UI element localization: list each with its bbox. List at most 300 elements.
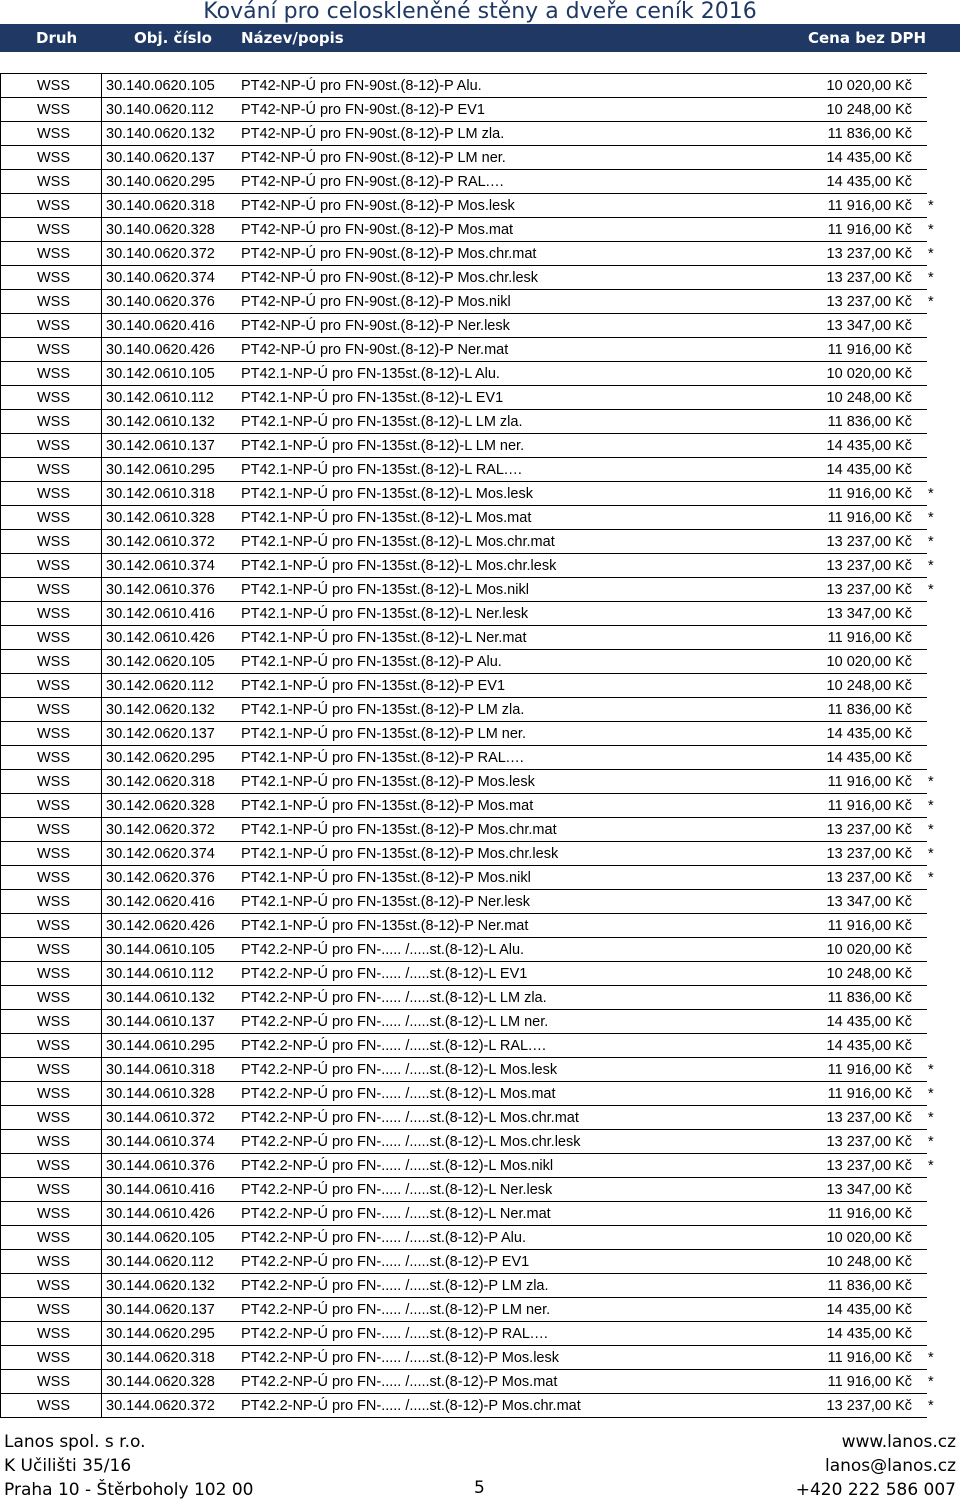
row-cena: 13 237,00 Kč (826, 558, 912, 574)
row-druh: WSS (0, 1082, 102, 1106)
row-obj-cislo: 30.142.0610.374 (106, 558, 215, 574)
row-nazev-popis: PT42.1-NP-Ú pro FN-135st.(8-12)-P RAL.… (241, 750, 525, 766)
row-nazev-popis: PT42.2-NP-Ú pro FN-..... /.....st.(8-12)-P Mos.mat (241, 1374, 558, 1390)
table-row (0, 626, 960, 650)
row-obj-cislo: 30.144.0620.295 (106, 1326, 215, 1342)
table-row (0, 1346, 960, 1370)
row-obj-cislo: 30.144.0620.318 (106, 1350, 215, 1366)
table-row (0, 1178, 960, 1202)
row-nazev-popis: PT42.2-NP-Ú pro FN-..... /.....st.(8-12)-L Mos.lesk (241, 1062, 558, 1078)
row-nazev-popis: PT42.1-NP-Ú pro FN-135st.(8-12)-P Ner.lesk (241, 894, 531, 910)
table-row (0, 986, 960, 1010)
table-row (0, 506, 960, 530)
footer-email[interactable]: lanos@lanos.cz (824, 1456, 956, 1476)
table-row (0, 722, 960, 746)
table-row (0, 362, 960, 386)
row-obj-cislo: 30.144.0610.132 (106, 990, 215, 1006)
row-obj-cislo: 30.144.0610.426 (106, 1206, 215, 1222)
table-row (0, 1106, 960, 1130)
row-druh: WSS (0, 938, 102, 962)
row-obj-cislo: 30.144.0620.112 (106, 1254, 214, 1270)
row-asterisk: * (928, 486, 934, 502)
row-obj-cislo: 30.144.0610.318 (106, 1062, 215, 1078)
row-druh: WSS (0, 914, 102, 938)
row-cena: 14 435,00 Kč (826, 462, 912, 478)
header-nazev-popis: Název/popis (241, 29, 344, 47)
row-obj-cislo: 30.144.0610.328 (106, 1086, 215, 1102)
row-nazev-popis: PT42.1-NP-Ú pro FN-135st.(8-12)-P Mos.lesk (241, 774, 535, 790)
row-divider (0, 1417, 927, 1418)
row-cena: 11 916,00 Kč (827, 1206, 912, 1222)
row-nazev-popis: PT42.1-NP-Ú pro FN-135st.(8-12)-L Mos.nikl (241, 582, 529, 598)
row-druh: WSS (0, 74, 102, 98)
row-asterisk: * (928, 1062, 934, 1078)
row-druh: WSS (0, 1010, 102, 1034)
row-obj-cislo: 30.142.0620.132 (106, 702, 215, 718)
row-asterisk (928, 122, 942, 146)
row-druh: WSS (0, 818, 102, 842)
row-asterisk (928, 1322, 942, 1346)
row-obj-cislo: 30.144.0610.105 (106, 942, 215, 958)
row-druh: WSS (0, 554, 102, 578)
row-obj-cislo: 30.144.0620.105 (106, 1230, 215, 1246)
header-druh: Druh (36, 29, 78, 47)
table-row (0, 698, 960, 722)
row-cena: 13 237,00 Kč (826, 270, 912, 286)
row-obj-cislo: 30.142.0620.295 (106, 750, 215, 766)
row-asterisk: * (928, 510, 934, 526)
table-row (0, 410, 960, 434)
page-footer (0, 1432, 960, 1503)
row-asterisk (928, 890, 942, 914)
table-row (0, 842, 960, 866)
row-asterisk: * (928, 534, 934, 550)
row-nazev-popis: PT42.1-NP-Ú pro FN-135st.(8-12)-P Mos.nikl (241, 870, 531, 886)
row-cena: 10 020,00 Kč (826, 654, 912, 670)
table-row (0, 674, 960, 698)
row-druh: WSS (0, 1370, 102, 1394)
row-nazev-popis: PT42.2-NP-Ú pro FN-..... /.....st.(8-12)-P Mos.chr.mat (241, 1398, 581, 1414)
table-row (0, 578, 960, 602)
row-cena: 13 347,00 Kč (826, 318, 912, 334)
table-row (0, 482, 960, 506)
row-obj-cislo: 30.144.0610.137 (106, 1014, 215, 1030)
row-druh: WSS (0, 602, 102, 626)
row-asterisk (928, 98, 942, 122)
row-asterisk (928, 170, 942, 194)
row-cena: 13 237,00 Kč (826, 870, 912, 886)
row-obj-cislo: 30.142.0620.374 (106, 846, 215, 862)
row-asterisk: * (928, 582, 934, 598)
table-row (0, 266, 960, 290)
row-obj-cislo: 30.140.0620.318 (106, 198, 215, 214)
row-druh: WSS (0, 242, 102, 266)
row-asterisk: * (928, 1350, 934, 1366)
table-row (0, 746, 960, 770)
row-druh: WSS (0, 1058, 102, 1082)
row-druh: WSS (0, 122, 102, 146)
row-cena: 13 237,00 Kč (826, 1110, 912, 1126)
table-row (0, 1394, 960, 1418)
table-row (0, 314, 960, 338)
row-cena: 10 020,00 Kč (826, 1230, 912, 1246)
row-druh: WSS (0, 1034, 102, 1058)
row-asterisk: * (928, 822, 934, 838)
table-row (0, 554, 960, 578)
row-asterisk (928, 434, 942, 458)
row-obj-cislo: 30.140.0620.328 (106, 222, 215, 238)
row-obj-cislo: 30.140.0620.426 (106, 342, 215, 358)
row-nazev-popis: PT42.1-NP-Ú pro FN-135st.(8-12)-L LM zla. (241, 414, 523, 430)
row-druh: WSS (0, 1346, 102, 1370)
row-druh: WSS (0, 1178, 102, 1202)
row-asterisk: * (928, 222, 934, 238)
row-cena: 13 237,00 Kč (826, 1158, 912, 1174)
row-cena: 13 237,00 Kč (826, 582, 912, 598)
footer-website[interactable]: www.lanos.cz (841, 1432, 956, 1452)
row-nazev-popis: PT42.1-NP-Ú pro FN-135st.(8-12)-L Mos.mat (241, 510, 532, 526)
row-druh: WSS (0, 626, 102, 650)
row-nazev-popis: PT42.1-NP-Ú pro FN-135st.(8-12)-L EV1 (241, 390, 504, 406)
row-obj-cislo: 30.140.0620.376 (106, 294, 215, 310)
row-obj-cislo: 30.140.0620.416 (106, 318, 215, 334)
row-asterisk (928, 1010, 942, 1034)
row-druh: WSS (0, 458, 102, 482)
row-cena: 10 248,00 Kč (826, 966, 912, 982)
table-row (0, 74, 960, 98)
row-cena: 11 836,00 Kč (827, 414, 912, 430)
row-asterisk (928, 338, 942, 362)
row-obj-cislo: 30.142.0610.426 (106, 630, 215, 646)
row-druh: WSS (0, 1154, 102, 1178)
row-druh: WSS (0, 794, 102, 818)
row-cena: 10 248,00 Kč (826, 1254, 912, 1270)
row-cena: 11 916,00 Kč (827, 1062, 912, 1078)
row-nazev-popis: PT42.1-NP-Ú pro FN-135st.(8-12)-P Alu. (241, 654, 502, 670)
row-obj-cislo: 30.144.0610.372 (106, 1110, 215, 1126)
row-nazev-popis: PT42.2-NP-Ú pro FN-..... /.....st.(8-12)-L LM zla. (241, 990, 547, 1006)
table-row (0, 938, 960, 962)
row-nazev-popis: PT42.1-NP-Ú pro FN-135st.(8-12)-P Ner.mat (241, 918, 529, 934)
row-asterisk: * (928, 294, 934, 310)
row-druh: WSS (0, 194, 102, 218)
row-asterisk: * (928, 798, 934, 814)
row-druh: WSS (0, 386, 102, 410)
row-cena: 13 347,00 Kč (826, 894, 912, 910)
row-cena: 11 916,00 Kč (827, 1350, 912, 1366)
row-nazev-popis: PT42.1-NP-Ú pro FN-135st.(8-12)-L Alu. (241, 366, 500, 382)
row-druh: WSS (0, 1130, 102, 1154)
row-cena: 14 435,00 Kč (826, 1326, 912, 1342)
row-obj-cislo: 30.144.0610.374 (106, 1134, 215, 1150)
row-cena: 11 836,00 Kč (827, 702, 912, 718)
row-obj-cislo: 30.142.0610.376 (106, 582, 215, 598)
row-asterisk: * (928, 1134, 934, 1150)
row-obj-cislo: 30.142.0610.372 (106, 534, 215, 550)
price-table (0, 74, 960, 1418)
row-cena: 11 916,00 Kč (827, 486, 912, 502)
row-nazev-popis: PT42.2-NP-Ú pro FN-..... /.....st.(8-12)-L RAL.… (241, 1038, 547, 1054)
row-asterisk (928, 986, 942, 1010)
row-obj-cislo: 30.142.0610.318 (106, 486, 215, 502)
row-druh: WSS (0, 1202, 102, 1226)
table-row (0, 242, 960, 266)
row-druh: WSS (0, 218, 102, 242)
table-row (0, 1250, 960, 1274)
row-cena: 11 916,00 Kč (827, 510, 912, 526)
row-druh: WSS (0, 650, 102, 674)
table-row (0, 1370, 960, 1394)
row-nazev-popis: PT42-NP-Ú pro FN-90st.(8-12)-P Mos.nikl (241, 294, 511, 310)
row-druh: WSS (0, 1322, 102, 1346)
row-asterisk (928, 626, 942, 650)
table-row (0, 1130, 960, 1154)
table-row (0, 1058, 960, 1082)
row-asterisk (928, 1250, 942, 1274)
row-cena: 11 916,00 Kč (827, 774, 912, 790)
row-asterisk: * (928, 1110, 934, 1126)
table-row (0, 1034, 960, 1058)
row-nazev-popis: PT42.1-NP-Ú pro FN-135st.(8-12)-P LM ner. (241, 726, 526, 742)
table-row (0, 650, 960, 674)
row-nazev-popis: PT42.1-NP-Ú pro FN-135st.(8-12)-P Mos.mat (241, 798, 534, 814)
row-nazev-popis: PT42.1-NP-Ú pro FN-135st.(8-12)-P Mos.chr.mat (241, 822, 557, 838)
row-asterisk: * (928, 870, 934, 886)
row-asterisk: * (928, 774, 934, 790)
row-cena: 11 916,00 Kč (827, 918, 912, 934)
row-cena: 14 435,00 Kč (826, 438, 912, 454)
table-row (0, 146, 960, 170)
row-obj-cislo: 30.142.0610.328 (106, 510, 215, 526)
row-cena: 11 916,00 Kč (827, 1086, 912, 1102)
row-asterisk (928, 1274, 942, 1298)
row-obj-cislo: 30.142.0610.132 (106, 414, 215, 430)
row-asterisk (928, 674, 942, 698)
row-obj-cislo: 30.142.0610.112 (106, 390, 214, 406)
row-cena: 14 435,00 Kč (826, 750, 912, 766)
row-druh: WSS (0, 1250, 102, 1274)
row-obj-cislo: 30.142.0620.105 (106, 654, 215, 670)
row-asterisk (928, 1298, 942, 1322)
row-nazev-popis: PT42.1-NP-Ú pro FN-135st.(8-12)-L Mos.lesk (241, 486, 533, 502)
row-asterisk: * (928, 558, 934, 574)
row-asterisk: * (928, 846, 934, 862)
table-row (0, 458, 960, 482)
row-nazev-popis: PT42-NP-Ú pro FN-90st.(8-12)-P Mos.chr.mat (241, 246, 537, 262)
row-nazev-popis: PT42.1-NP-Ú pro FN-135st.(8-12)-P EV1 (241, 678, 506, 694)
row-asterisk (928, 602, 942, 626)
table-header (0, 24, 960, 52)
row-obj-cislo: 30.144.0620.372 (106, 1398, 215, 1414)
row-druh: WSS (0, 314, 102, 338)
table-row (0, 338, 960, 362)
row-cena: 14 435,00 Kč (826, 1014, 912, 1030)
row-obj-cislo: 30.144.0620.132 (106, 1278, 215, 1294)
row-cena: 13 347,00 Kč (826, 1182, 912, 1198)
table-row (0, 866, 960, 890)
row-cena: 11 916,00 Kč (827, 798, 912, 814)
row-nazev-popis: PT42.1-NP-Ú pro FN-135st.(8-12)-L LM ner. (241, 438, 525, 454)
row-cena: 13 237,00 Kč (826, 294, 912, 310)
row-nazev-popis: PT42.1-NP-Ú pro FN-135st.(8-12)-P Mos.chr.lesk (241, 846, 559, 862)
row-cena: 11 916,00 Kč (827, 1374, 912, 1390)
row-cena: 11 916,00 Kč (827, 222, 912, 238)
row-asterisk: * (928, 1398, 934, 1414)
row-nazev-popis: PT42-NP-Ú pro FN-90st.(8-12)-P LM ner. (241, 150, 506, 166)
row-cena: 13 237,00 Kč (826, 1398, 912, 1414)
row-obj-cislo: 30.140.0620.374 (106, 270, 215, 286)
table-row (0, 98, 960, 122)
row-cena: 11 836,00 Kč (827, 1278, 912, 1294)
row-obj-cislo: 30.142.0620.137 (106, 726, 215, 742)
row-druh: WSS (0, 890, 102, 914)
row-druh: WSS (0, 1298, 102, 1322)
row-nazev-popis: PT42.2-NP-Ú pro FN-..... /.....st.(8-12)-P LM zla. (241, 1278, 549, 1294)
table-row (0, 962, 960, 986)
row-obj-cislo: 30.142.0610.295 (106, 462, 215, 478)
row-druh: WSS (0, 986, 102, 1010)
row-asterisk (928, 1178, 942, 1202)
table-row (0, 1202, 960, 1226)
row-obj-cislo: 30.142.0610.416 (106, 606, 215, 622)
row-obj-cislo: 30.144.0610.295 (106, 1038, 215, 1054)
table-row (0, 1226, 960, 1250)
row-druh: WSS (0, 578, 102, 602)
table-row (0, 170, 960, 194)
row-asterisk (928, 314, 942, 338)
row-nazev-popis: PT42-NP-Ú pro FN-90st.(8-12)-P Ner.mat (241, 342, 509, 358)
row-nazev-popis: PT42.2-NP-Ú pro FN-..... /.....st.(8-12)-L Mos.nikl (241, 1158, 554, 1174)
row-cena: 10 020,00 Kč (826, 78, 912, 94)
row-druh: WSS (0, 1394, 102, 1418)
row-druh: WSS (0, 1106, 102, 1130)
row-nazev-popis: PT42.2-NP-Ú pro FN-..... /.....st.(8-12)-P Mos.lesk (241, 1350, 559, 1366)
row-nazev-popis: PT42.1-NP-Ú pro FN-135st.(8-12)-L Ner.mat (241, 630, 527, 646)
row-asterisk: * (928, 198, 934, 214)
table-row (0, 770, 960, 794)
row-obj-cislo: 30.140.0620.112 (106, 102, 214, 118)
row-druh: WSS (0, 842, 102, 866)
row-cena: 11 916,00 Kč (827, 630, 912, 646)
row-cena: 13 237,00 Kč (826, 846, 912, 862)
row-obj-cislo: 30.142.0620.318 (106, 774, 215, 790)
row-obj-cislo: 30.144.0610.376 (106, 1158, 215, 1174)
row-obj-cislo: 30.142.0620.376 (106, 870, 215, 886)
row-druh: WSS (0, 1274, 102, 1298)
row-obj-cislo: 30.140.0620.132 (106, 126, 215, 142)
row-nazev-popis: PT42-NP-Ú pro FN-90st.(8-12)-P Mos.mat (241, 222, 514, 238)
row-druh: WSS (0, 338, 102, 362)
table-row (0, 434, 960, 458)
row-cena: 10 248,00 Kč (826, 678, 912, 694)
table-row (0, 194, 960, 218)
table-row (0, 122, 960, 146)
footer-company: Lanos spol. s r.o. (4, 1432, 146, 1452)
row-nazev-popis: PT42-NP-Ú pro FN-90st.(8-12)-P RAL.… (241, 174, 505, 190)
row-nazev-popis: PT42-NP-Ú pro FN-90st.(8-12)-P Mos.lesk (241, 198, 515, 214)
page-title: Kování pro celoskleněné stěny a dveře ceník 2016 (203, 0, 757, 24)
row-asterisk (928, 146, 942, 170)
row-cena: 11 916,00 Kč (827, 342, 912, 358)
table-row (0, 218, 960, 242)
row-druh: WSS (0, 170, 102, 194)
row-druh: WSS (0, 674, 102, 698)
row-nazev-popis: PT42.2-NP-Ú pro FN-..... /.....st.(8-12)-L Mos.chr.mat (241, 1110, 579, 1126)
row-asterisk: * (928, 270, 934, 286)
row-asterisk (928, 938, 942, 962)
row-druh: WSS (0, 482, 102, 506)
row-obj-cislo: 30.140.0620.105 (106, 78, 215, 94)
row-obj-cislo: 30.142.0620.372 (106, 822, 215, 838)
row-asterisk (928, 1226, 942, 1250)
row-nazev-popis: PT42.2-NP-Ú pro FN-..... /.....st.(8-12)-L Mos.chr.lesk (241, 1134, 581, 1150)
row-nazev-popis: PT42.1-NP-Ú pro FN-135st.(8-12)-L Mos.chr.mat (241, 534, 555, 550)
header-obj-cislo: Obj. číslo (134, 29, 212, 47)
row-nazev-popis: PT42.1-NP-Ú pro FN-135st.(8-12)-L RAL.… (241, 462, 523, 478)
row-asterisk (928, 962, 942, 986)
table-row (0, 1010, 960, 1034)
row-cena: 14 435,00 Kč (826, 150, 912, 166)
table-row (0, 914, 960, 938)
row-cena: 13 237,00 Kč (826, 246, 912, 262)
row-cena: 11 836,00 Kč (827, 990, 912, 1006)
row-druh: WSS (0, 866, 102, 890)
row-obj-cislo: 30.142.0620.112 (106, 678, 214, 694)
row-cena: 13 237,00 Kč (826, 534, 912, 550)
row-cena: 10 248,00 Kč (826, 390, 912, 406)
row-nazev-popis: PT42.2-NP-Ú pro FN-..... /.....st.(8-12)-L Alu. (241, 942, 525, 958)
row-obj-cislo: 30.144.0610.112 (106, 966, 214, 982)
row-asterisk (928, 386, 942, 410)
row-obj-cislo: 30.140.0620.295 (106, 174, 215, 190)
row-asterisk: * (928, 1374, 934, 1390)
row-nazev-popis: PT42.2-NP-Ú pro FN-..... /.....st.(8-12)-L Ner.mat (241, 1206, 551, 1222)
row-nazev-popis: PT42.2-NP-Ú pro FN-..... /.....st.(8-12)-P RAL.… (241, 1326, 549, 1342)
table-row (0, 1274, 960, 1298)
table-row (0, 794, 960, 818)
row-druh: WSS (0, 266, 102, 290)
row-druh: WSS (0, 722, 102, 746)
row-nazev-popis: PT42-NP-Ú pro FN-90st.(8-12)-P LM zla. (241, 126, 505, 142)
row-nazev-popis: PT42-NP-Ú pro FN-90st.(8-12)-P Mos.chr.lesk (241, 270, 539, 286)
row-nazev-popis: PT42.1-NP-Ú pro FN-135st.(8-12)-L Ner.lesk (241, 606, 529, 622)
table-row (0, 1322, 960, 1346)
row-asterisk (928, 722, 942, 746)
row-asterisk (928, 410, 942, 434)
row-cena: 11 916,00 Kč (827, 198, 912, 214)
row-asterisk (928, 74, 942, 98)
row-druh: WSS (0, 98, 102, 122)
row-cena: 11 836,00 Kč (827, 126, 912, 142)
row-nazev-popis: PT42-NP-Ú pro FN-90st.(8-12)-P Ner.lesk (241, 318, 510, 334)
row-nazev-popis: PT42.2-NP-Ú pro FN-..... /.....st.(8-12)-L Mos.mat (241, 1086, 556, 1102)
table-row (0, 890, 960, 914)
row-druh: WSS (0, 362, 102, 386)
row-cena: 13 347,00 Kč (826, 606, 912, 622)
row-druh: WSS (0, 146, 102, 170)
footer-city: Praha 10 - Štěrboholy 102 00 (4, 1480, 254, 1500)
row-asterisk (928, 914, 942, 938)
row-nazev-popis: PT42.2-NP-Ú pro FN-..... /.....st.(8-12)-L LM ner. (241, 1014, 549, 1030)
row-obj-cislo: 30.144.0610.416 (106, 1182, 215, 1198)
row-cena: 14 435,00 Kč (826, 726, 912, 742)
table-row (0, 386, 960, 410)
table-row (0, 290, 960, 314)
row-nazev-popis: PT42.1-NP-Ú pro FN-135st.(8-12)-P LM zla. (241, 702, 525, 718)
row-obj-cislo: 30.144.0620.137 (106, 1302, 215, 1318)
row-druh: WSS (0, 770, 102, 794)
row-nazev-popis: PT42.2-NP-Ú pro FN-..... /.....st.(8-12)-L Ner.lesk (241, 1182, 553, 1198)
